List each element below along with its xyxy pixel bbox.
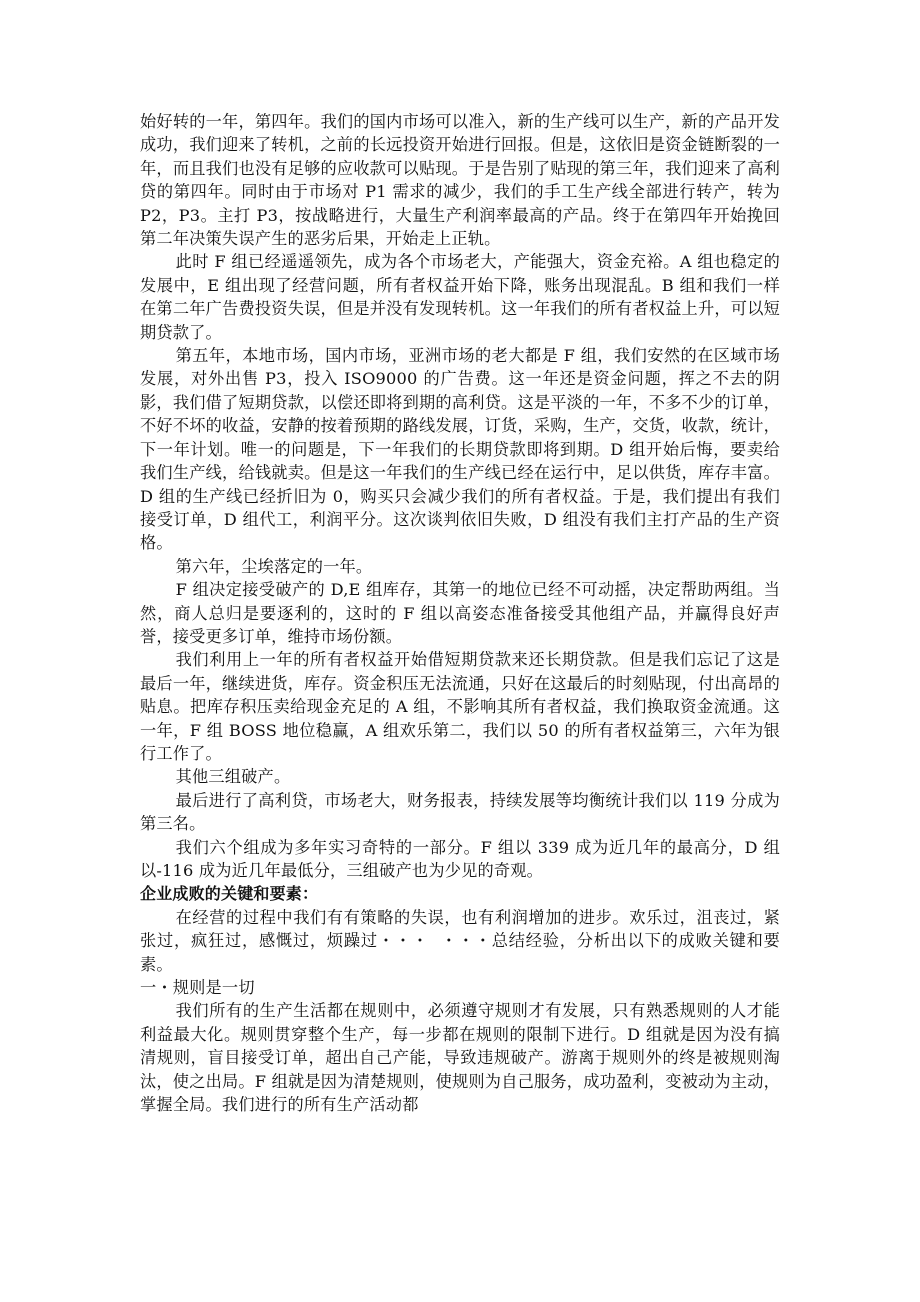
- section-heading-success-factors: 企业成败的关键和要素：: [140, 884, 319, 904]
- paragraph-year5: 第五年，本地市场，国内市场，亚洲市场的老大都是 F 组，我们安然的在区域市场发展，对外出售 P3，投入 ISO9000 的广告费。这一年还是资金问题，挥之不去的阴影，我们借了短期贷款，以偿还即将到期的高利贷。这是平淡的一年，不多不少的订单，不好不坏的收益，安静的按着预期的路线发展，订货，采购，生产，交货，收款，统计，下一年计划。唯一的问题是，下一年我们的长期贷款即将到期。D 组开始后悔，要卖给我们生产线，给钱就卖。但是这一年我们的生产线已经在运行中，足以供货，库存丰富。D 组的生产线已经折旧为 0，购买只会减少我们的所有者权益。于是，我们提出有我们接受订单，D 组代工，利润平分。这次谈判依旧失败，D 组没有我们主打产品的生产资格。: [140, 346, 780, 553]
- paragraph-year6-intro: 第六年，尘埃落定的一年。: [175, 556, 373, 576]
- paragraph-rules: 我们所有的生产生活都在规则中，必须遵守规则才有发展，只有熟悉规则的人才能利益最大化。规则贯穿整个生产，每一步都在规则的限制下进行。D 组就是因为没有搞清规则，盲目接受订单，超出自己产能，导致违规破产。游离于规则外的终是被规则淘汰，使之出局。F 组就是因为清楚规则，使规则为自己服务，成功盈利，变被动为主动，掌握全局。我们进行的所有生产活动都: [140, 1001, 780, 1115]
- paragraph-final-ranking: 最后进行了高利贷，市场老大，财务报表，持续发展等均衡统计我们以 119 分成为第三名。: [140, 790, 780, 834]
- paragraph-groups-status: 此时 F 组已经遥遥领先，成为各个市场老大，产能强大，资金充裕。A 组也稳定的发展中，E 组出现了经营问题，所有者权益开始下降，账务出现混乱。B 组和我们一样在第二年广告费投资失误，但是并没有发现转机。这一年我们的所有者权益上升，可以短期贷款了。: [140, 252, 780, 342]
- paragraph-six-groups: 我们六个组成为多年实习奇特的一部分。F 组以 339 成为近几年的最高分，D 组以-116 成为近几年最低分，三组破产也为少见的奇观。: [140, 837, 780, 880]
- document-page: [140, 110, 786, 1116]
- subheading-rules-are-everything: 一・规则是一切: [140, 978, 255, 998]
- paragraph-group-f-decision: F 组决定接受破产的 D,E 组库存，其第一的地位已经不可动摇，决定帮助两组。当然，商人总归是要逐利的，这时的 F 组以高姿态准备接受其他组产品，并赢得良好声誉，接受更多订单，维持市场份额。: [140, 580, 780, 646]
- paragraph-experience-summary: 在经营的过程中我们有有策略的失误，也有利润增加的进步。欢乐过，沮丧过，紧张过，疯狂过，感慨过，烦躁过・・・ ・・・总结经验，分析出以下的成败关键和要素。: [140, 907, 780, 974]
- paragraph-year4: 始好转的一年，第四年。我们的国内市场可以准入，新的生产线可以生产，新的产品开发成功，我们迎来了转机，之前的长远投资开始进行回报。但是，这依旧是资金链断裂的一年，而且我们也没有足够的应收款可以贴现。于是告别了贴现的第三年，我们迎来了高利贷的第四年。同时由于市场对 P1 需求的减少，我们的手工生产线全部进行转产，转为 P2，P3。主打 P3，按战略进行，大量生产利润率最高的产品。终于在第四年开始挽回第二年决策失误产生的恶劣后果，开始走上正轨。: [140, 112, 786, 249]
- paragraph-bankrupt-groups: 其他三组破产。: [175, 767, 291, 787]
- paragraph-year6-our-actions: 我们利用上一年的所有者权益开始借短期贷款来还长期贷款。但是我们忘记了这是最后一年，继续进货，库存。资金积压无法流通，只好在这最后的时刻贴现，付出高昂的贴息。把库存积压卖给现金充足的 A 组，不影响其所有者权益，我们换取资金流通。这一年，F 组 BOSS 地位稳赢，A 组欢乐第二，我们以 50 的所有者权益第三，六年为银行工作了。: [140, 650, 780, 763]
